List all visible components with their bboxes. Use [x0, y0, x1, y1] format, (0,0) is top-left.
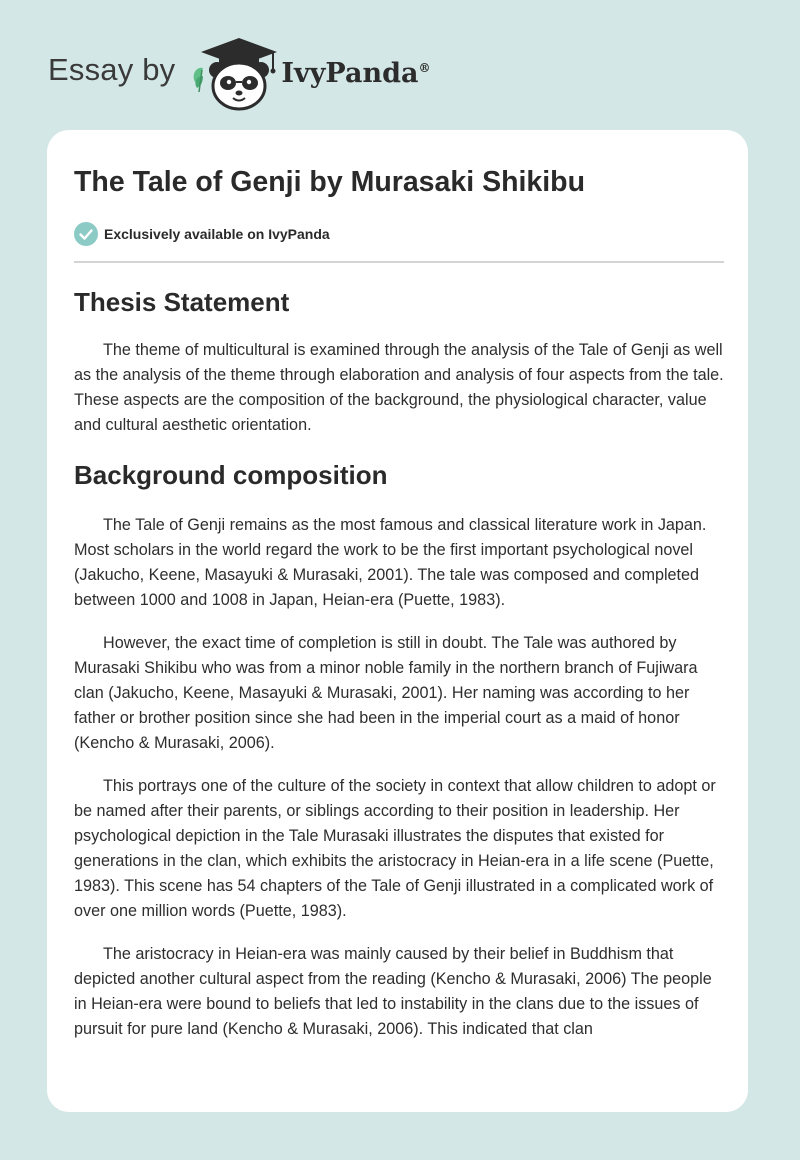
- essay-title: The Tale of Genji by Murasaki Shikibu: [74, 166, 585, 198]
- check-circle-icon: [74, 222, 98, 246]
- paragraph: However, the exact time of completion is still in doubt. The Tale was authored by Murasaki Shikibu who was from a minor noble family in the northern branch of Fujiwara clan (Jakucho, Keene, Masayuki & Murasaki, 2001). Her naming was according to her father or brother position since she had been in the imperial court as a maid of honor (Kencho & Murasaki, 2006).: [74, 634, 698, 752]
- title-divider: [74, 261, 724, 263]
- section-heading-thesis: Thesis Statement: [74, 287, 290, 317]
- exclusive-badge: [74, 222, 330, 246]
- brand-prefix: Essay by: [48, 52, 176, 87]
- exclusive-label: Exclusively available on IvyPanda: [104, 226, 330, 242]
- paragraph: The aristocracy in Heian-era was mainly caused by their belief in Buddhism that depicted another cultural aspect from the reading (Kencho & Murasaki, 2006) The people in Heian-era were bound to beliefs that led to instability in the clans due to the issues of pursuit for pure land (Kencho & Murasaki, 2006). This indicated that clan: [74, 945, 712, 1038]
- section-heading-background: Background composition: [74, 460, 388, 490]
- paragraph: The Tale of Genji remains as the most famous and classical literature work in Japan. Most scholars in the world regard the work to be the first important psychological novel (Jakucho, Keene, Masayuki & Murasaki, 2001). The tale was composed and completed between 1000 and 1008 in Japan, Heian-era (Puette, 1983).: [74, 516, 707, 609]
- panda-graduate-logo-icon: [189, 36, 281, 112]
- paragraph: This portrays one of the culture of the society in context that allow children to adopt or be named after their parents, or siblings according to their position in leadership. Her psychological depiction in the Tale Murasaki illustrates the disputes that existed for generations in the clan, which exhibits the aristocracy in Heian-era in a life scene (Puette, 1983). This scene has 54 chapters of the Tale of Genji illustrated in a complicated work of over one million words (Puette, 1983).: [74, 777, 716, 920]
- brand-header: [48, 36, 430, 112]
- essay-content: [74, 280, 724, 1042]
- brand-name: IvyPanda®: [281, 57, 431, 89]
- registered-mark: ®: [418, 60, 431, 75]
- essay-card: [47, 130, 748, 1112]
- paragraph: The theme of multicultural is examined through the analysis of the Tale of Genji as well as the analysis of the theme through elaboration and analysis of four aspects from the tale. These aspects are the composition of the background, the physiological character, value and cultural aesthetic orientation.: [74, 341, 724, 434]
